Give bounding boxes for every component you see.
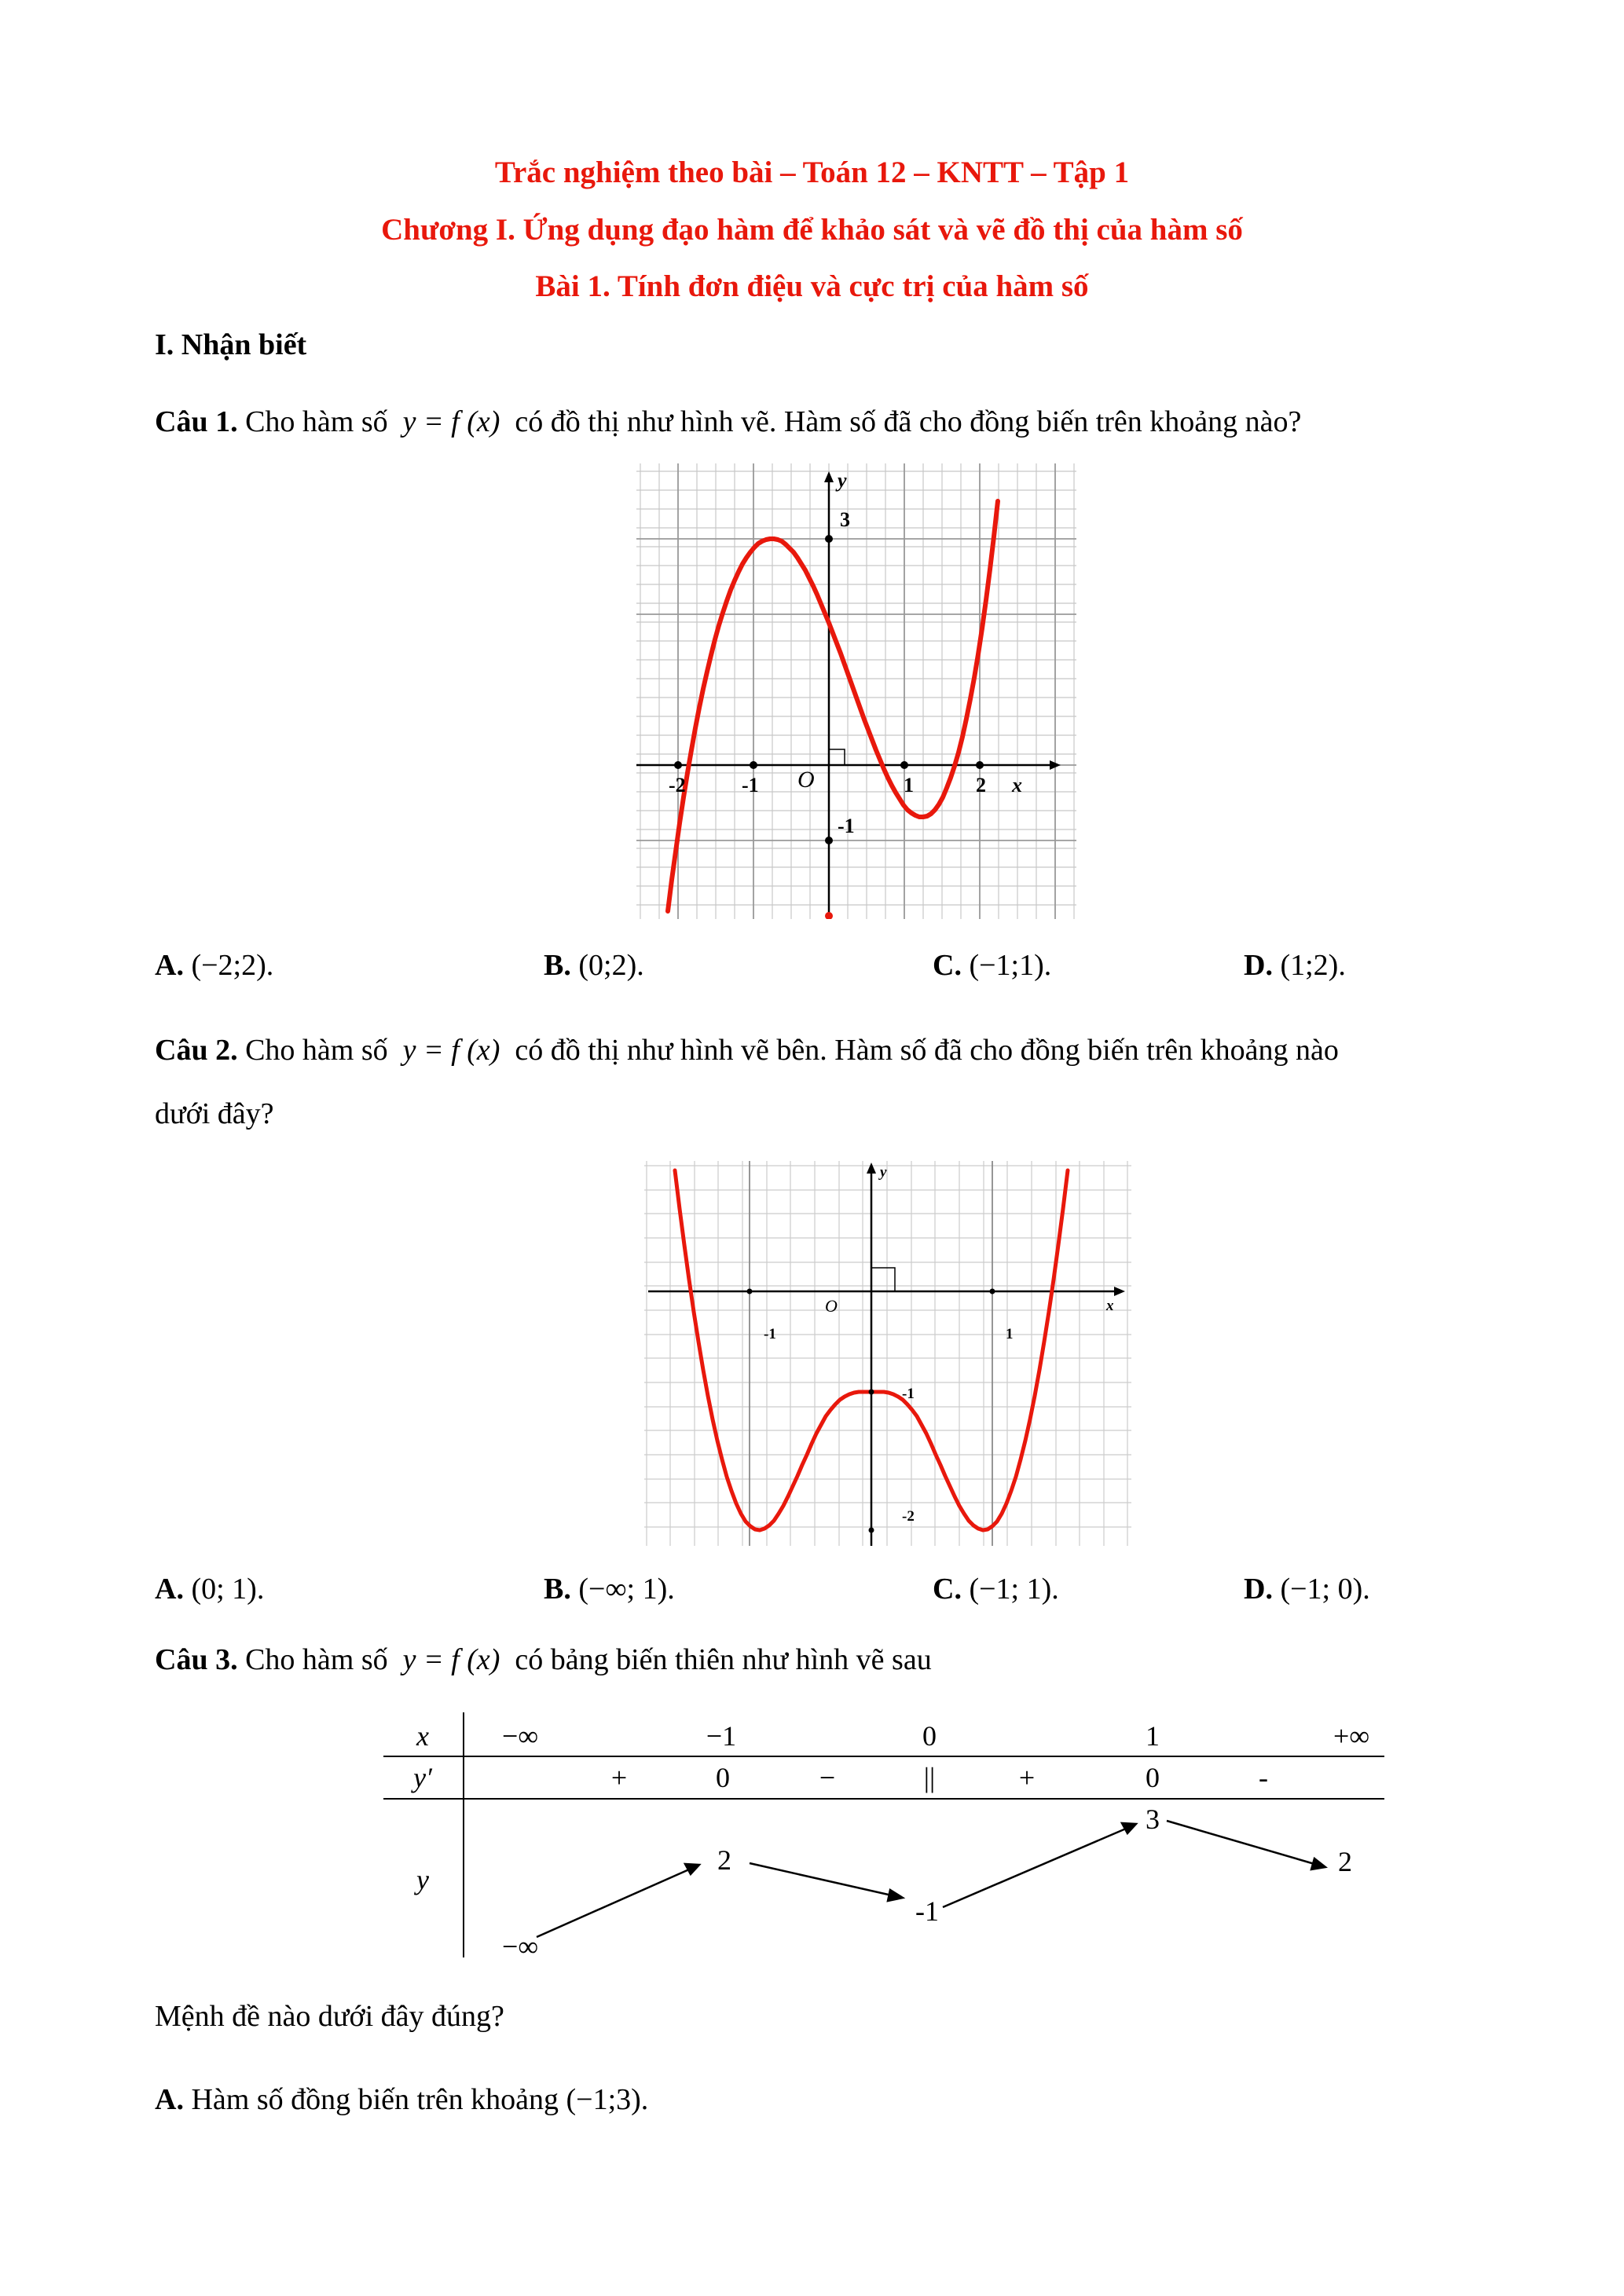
- q2-tick-y-minus1: -1: [902, 1386, 915, 1402]
- q2-option-c-value: (−1; 1).: [969, 1573, 1059, 1606]
- q3-option-a-letter: A.: [155, 2083, 184, 2116]
- q3-y-minus1: -1: [915, 1895, 939, 1927]
- q3-question: Mệnh đề nào dưới đây đúng?: [155, 2000, 504, 2033]
- q2-option-d-value: (−1; 0).: [1280, 1573, 1370, 1606]
- q3-x-pos-inf: +∞: [1333, 1720, 1369, 1752]
- q2-tick-minus1: -1: [764, 1326, 776, 1342]
- q2-pre: Cho hàm số: [245, 1034, 388, 1067]
- q2-option-c[interactable]: [933, 1569, 1059, 1609]
- q3-option-a[interactable]: [155, 2080, 648, 2119]
- q3-row-x: x: [416, 1720, 429, 1752]
- q2-x-label: x: [1106, 1298, 1114, 1314]
- q3-row-y: y: [416, 1864, 429, 1895]
- chapter-title: Chương I. Ứng dụng đạo hàm để khảo sát và vẽ đồ thị của hàm số: [381, 213, 1243, 247]
- q3-pre: Cho hàm số: [245, 1643, 388, 1676]
- q1-option-a-letter: A.: [155, 949, 184, 982]
- q2-option-b-value: (−∞; 1).: [578, 1573, 675, 1606]
- q1-tick-minus1: -1: [742, 774, 759, 796]
- q1-option-a-value: (−2;2).: [191, 949, 274, 982]
- q1-origin-label: O: [797, 767, 815, 793]
- section-title: I. Nhận biết: [155, 328, 307, 361]
- q3-y-neg-inf: −∞: [502, 1931, 538, 1962]
- q3-label: Câu 3.: [155, 1643, 238, 1676]
- q2-graph: [644, 1161, 1131, 1546]
- q3-yp-plus-2: +: [1018, 1762, 1036, 1793]
- q1-option-c-value: (−1;1).: [969, 949, 1052, 982]
- q3-stem: [155, 1640, 932, 1679]
- q1-option-c-letter: C.: [933, 949, 962, 982]
- q3-option-a-interval: (−1;3).: [566, 2083, 649, 2116]
- q1-stem: [155, 402, 1301, 441]
- q1-y-label: y: [838, 469, 847, 492]
- q3-y-2-end: 2: [1338, 1846, 1352, 1877]
- q2-option-b[interactable]: [544, 1569, 675, 1609]
- q1-right-angle-mark: [829, 749, 845, 765]
- q1-graph: [636, 463, 1076, 919]
- q3-x-1: 1: [1146, 1720, 1160, 1752]
- q2-option-c-letter: C.: [933, 1573, 962, 1606]
- q2-origin-label: O: [825, 1296, 838, 1316]
- q2-option-d-letter: D.: [1244, 1573, 1273, 1606]
- q2-option-d[interactable]: [1244, 1569, 1370, 1609]
- q1-x-label: x: [1012, 774, 1022, 796]
- q2-option-b-letter: B.: [544, 1573, 571, 1606]
- q3-y-2: 2: [717, 1844, 731, 1876]
- q2-option-a-letter: A.: [155, 1573, 184, 1606]
- q1-tick-2: 2: [976, 774, 986, 796]
- q1-tick-minus2: -2: [669, 774, 686, 796]
- q3-yp-minus-2: -: [1259, 1762, 1268, 1793]
- q1-tick-y-minus1: -1: [838, 815, 855, 837]
- q3-func: y = f (x): [402, 1643, 500, 1676]
- q3-variation-table: [377, 1712, 1399, 1964]
- lesson-title: Bài 1. Tính đơn điệu và cực trị của hàm số: [535, 269, 1089, 303]
- q1-func: y = f (x): [402, 405, 500, 438]
- q2-tick-y-minus2: -2: [902, 1508, 915, 1525]
- q2-label: Câu 2.: [155, 1034, 238, 1067]
- q2-func: y = f (x): [402, 1034, 500, 1067]
- q1-label: Câu 1.: [155, 405, 238, 438]
- q1-pre: Cho hàm số: [245, 405, 388, 438]
- q3-yp-zero-1: 0: [716, 1762, 730, 1793]
- q3-x-minus1: −1: [706, 1720, 737, 1752]
- q1-option-d-value: (1;2).: [1280, 949, 1346, 982]
- doc-title: Trắc nghiệm theo bài – Toán 12 – KNTT – Tập 1: [494, 156, 1130, 189]
- q1-option-b-value: (0;2).: [578, 949, 644, 982]
- q2-y-label: y: [880, 1164, 887, 1181]
- q3-yp-minus: −: [819, 1762, 836, 1793]
- q1-curve: [668, 501, 998, 911]
- q2-grid: [644, 1161, 1131, 1546]
- q3-yp-zero-2: 0: [1146, 1762, 1160, 1793]
- q3-option-a-text: Hàm số đồng biến trên khoảng: [191, 2083, 559, 2116]
- q1-post: có đồ thị như hình vẽ. Hàm số đã cho đồng biến trên khoảng nào?: [515, 405, 1302, 438]
- q1-option-b[interactable]: [544, 946, 644, 985]
- q1-tick-1: 1: [904, 774, 914, 796]
- q2-post: có đồ thị như hình vẽ bên. Hàm số đã cho đồng biến trên khoảng nào: [515, 1034, 1339, 1067]
- q2-stem: [155, 1031, 1339, 1070]
- q3-yp-plus-1: +: [610, 1762, 628, 1793]
- q2-right-angle-mark: [871, 1268, 895, 1291]
- q1-option-c[interactable]: [933, 946, 1051, 985]
- q1-tick-3: 3: [840, 508, 850, 531]
- q3-y-3: 3: [1146, 1803, 1160, 1835]
- q2-option-a[interactable]: [155, 1569, 264, 1609]
- q3-x-neg-inf: −∞: [502, 1720, 538, 1752]
- q3-row-yp: y′: [413, 1762, 432, 1793]
- q1-option-d-letter: D.: [1244, 949, 1273, 982]
- q2-option-a-value: (0; 1).: [191, 1573, 265, 1606]
- q2-tick-1: 1: [1006, 1326, 1014, 1342]
- q1-option-a[interactable]: [155, 946, 273, 985]
- q2-stem-cont: dưới đây?: [155, 1097, 274, 1130]
- q1-option-b-letter: B.: [544, 949, 571, 982]
- q3-yp-undefined: ||: [923, 1762, 936, 1793]
- q1-option-d[interactable]: [1244, 946, 1346, 985]
- q3-x-0: 0: [922, 1720, 937, 1752]
- q3-post: có bảng biến thiên như hình vẽ sau: [515, 1643, 932, 1676]
